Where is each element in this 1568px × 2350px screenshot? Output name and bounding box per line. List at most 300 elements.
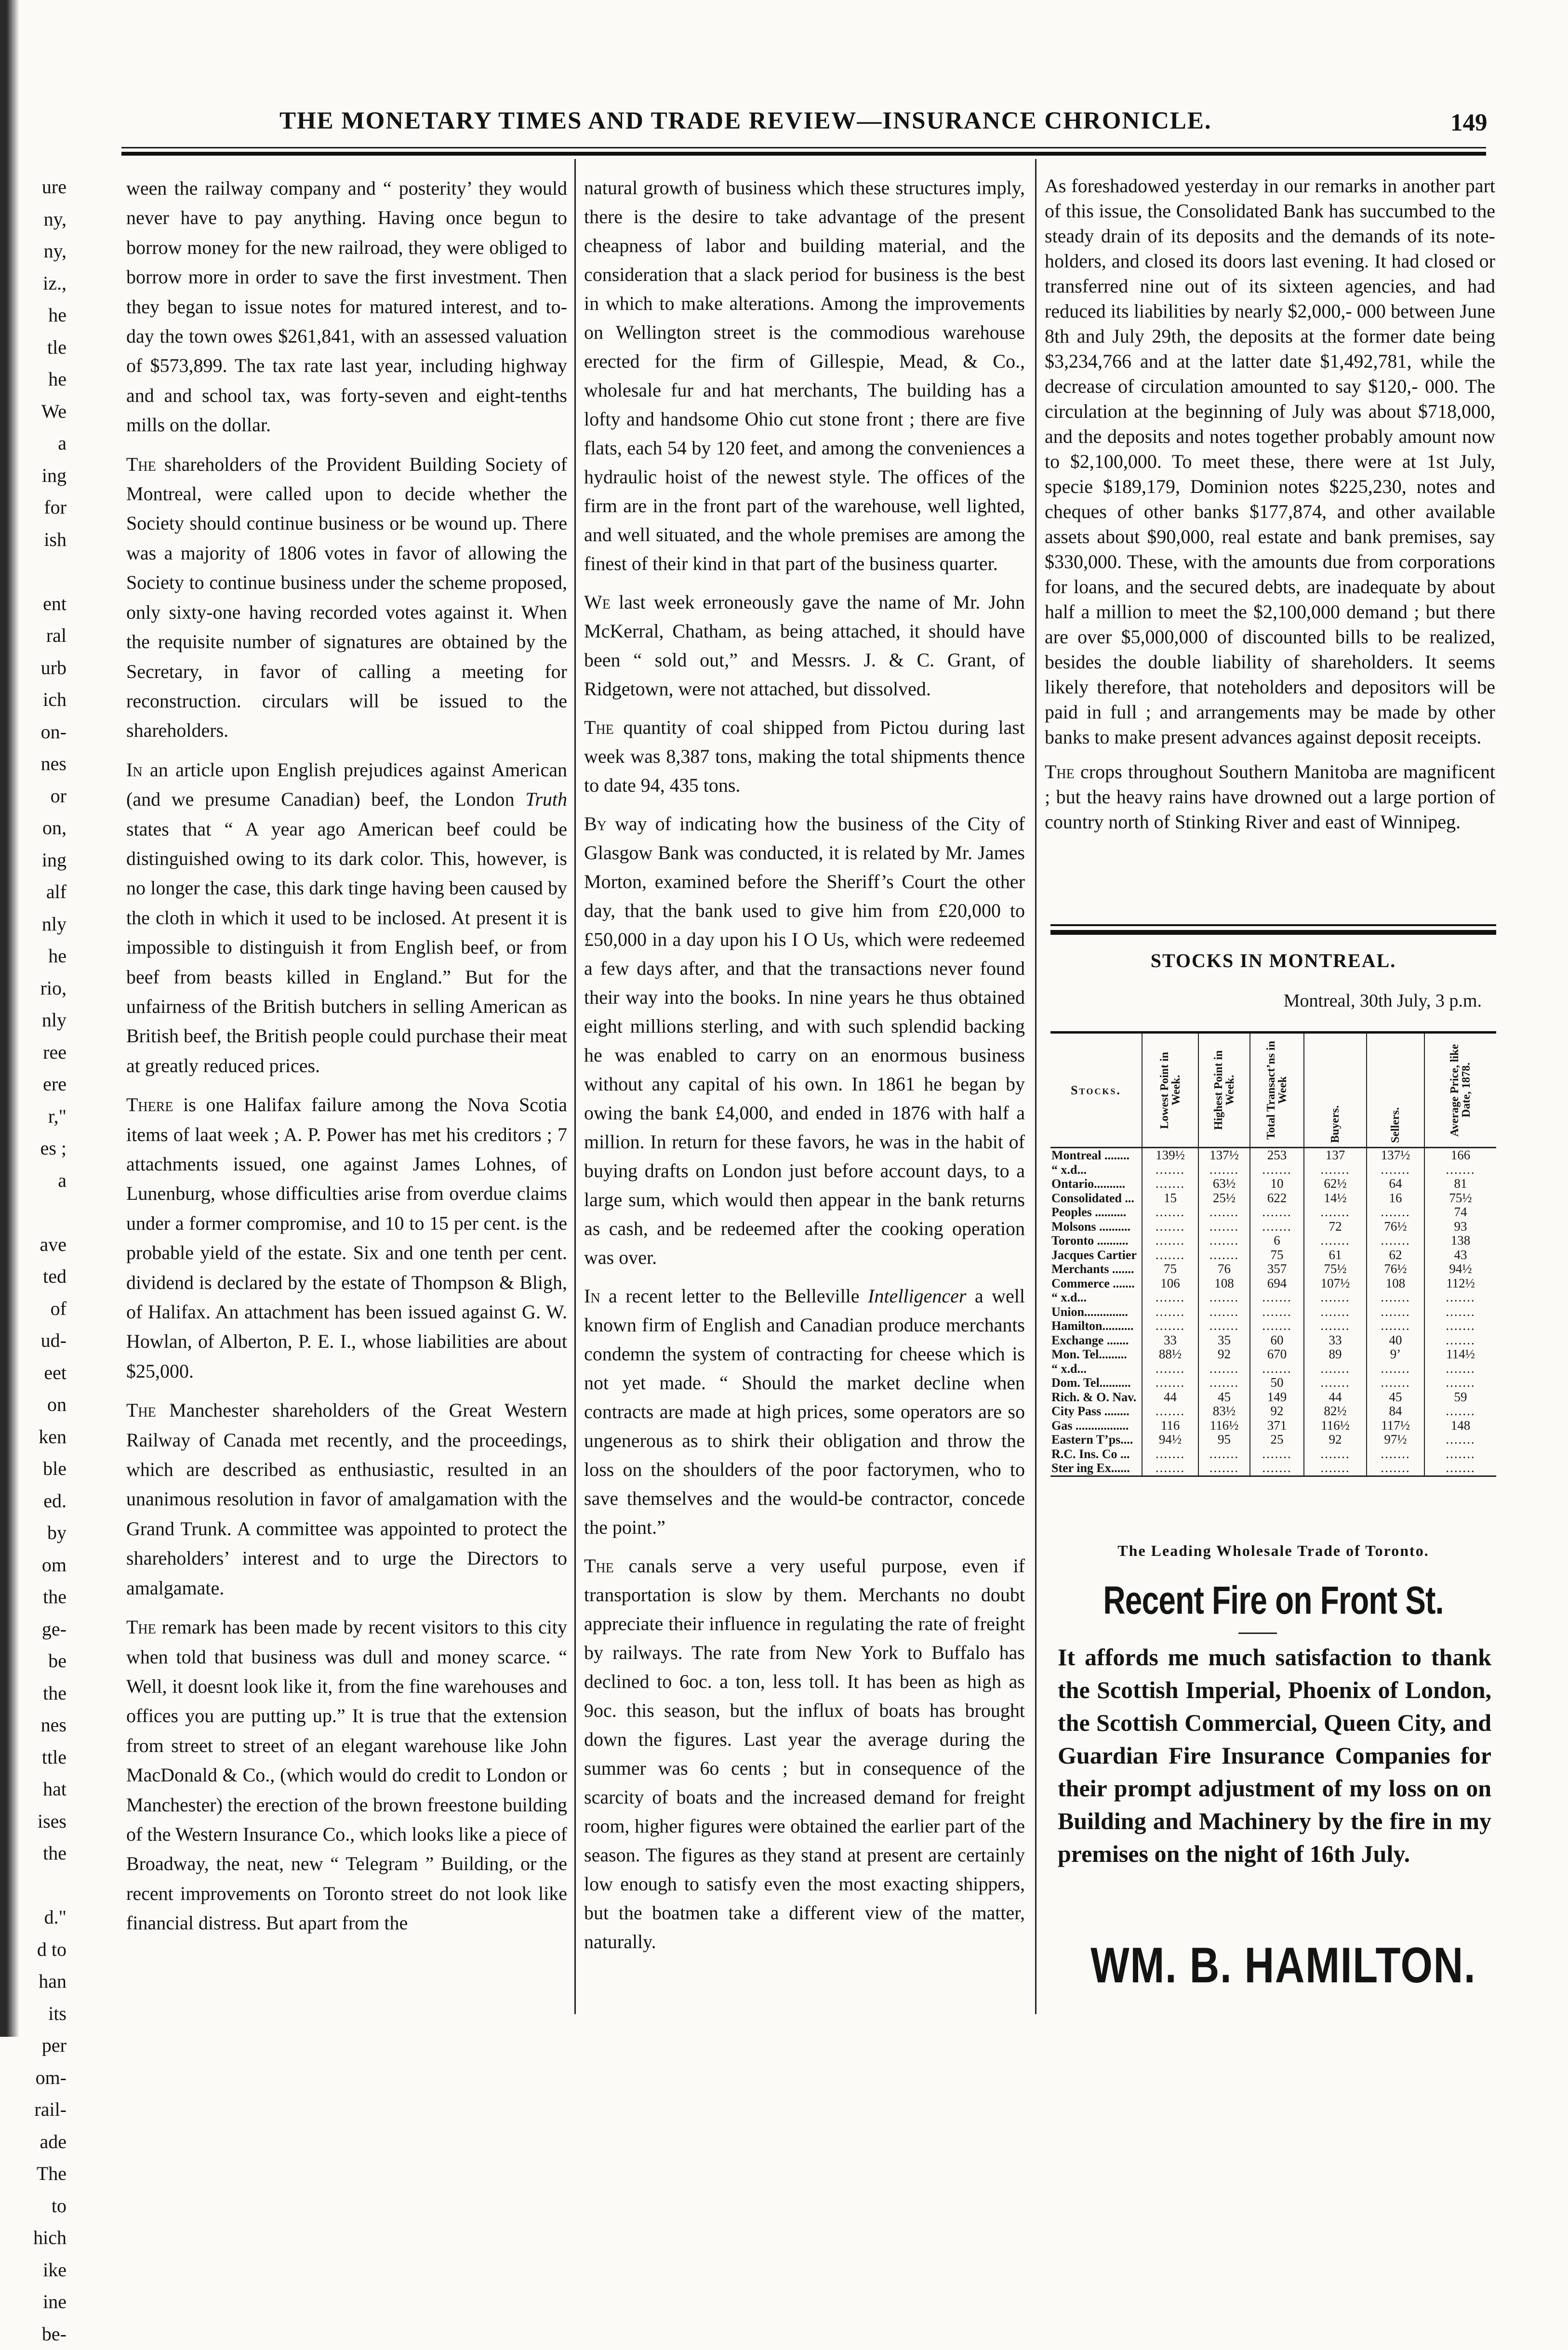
stocks-title: STOCKS IN MONTREAL.	[1050, 949, 1496, 972]
margin-fragment: nly	[22, 908, 66, 941]
article-correction	[584, 588, 1025, 704]
margin-fragment: ttle	[22, 1741, 66, 1774]
margin-fragment: rail-	[22, 2094, 66, 2126]
stocks-value-cell: .......	[1250, 1290, 1304, 1305]
article-text: an article upon English prejudices against American (and we presume Canadian) beef, the London	[126, 759, 567, 810]
stocks-value-cell: 44	[1142, 1390, 1198, 1405]
stocks-value-cell: 76½	[1367, 1262, 1424, 1276]
stocks-value-cell: .......	[1304, 1447, 1367, 1461]
stocks-value-cell: .......	[1250, 1163, 1304, 1177]
stocks-row	[1050, 1248, 1496, 1262]
stocks-value-cell: .......	[1198, 1220, 1250, 1234]
margin-fragment: ree	[22, 1036, 66, 1069]
stocks-value-cell: 76	[1198, 1262, 1250, 1276]
stocks-value-cell: 40	[1367, 1333, 1424, 1348]
stocks-row	[1050, 1305, 1496, 1319]
stocks-value-cell: 72	[1304, 1220, 1367, 1234]
stocks-name-cell: Ster ing Ex......	[1050, 1461, 1142, 1476]
stocks-value-cell: .......	[1250, 1305, 1304, 1319]
margin-fragment: be	[22, 1645, 66, 1677]
article-manitoba-crops	[1045, 759, 1495, 835]
stocks-value-cell: 62	[1367, 1248, 1424, 1262]
margin-fragment: be-	[22, 2318, 66, 2350]
advert-headline: Recent Fire on Front St.	[1100, 1578, 1448, 1623]
stocks-value-cell: 89	[1304, 1347, 1367, 1362]
margin-fragment: ny,	[22, 235, 66, 267]
margin-fragment: he	[22, 363, 66, 396]
stocks-value-cell: .......	[1142, 1447, 1198, 1461]
margin-fragment: ed.	[22, 1485, 66, 1517]
stocks-name-cell: “ x.d...	[1050, 1290, 1142, 1305]
margin-fragment: han	[22, 1965, 66, 1998]
margin-fragment: urb	[22, 652, 66, 684]
article-railway-debt: ween the railway company and “ posterity’ they would never have to pay anything. Having once begun to borrow money for the new railroad, they were obliged to borrow more in order to save the first investment. Then they began to issue notes for matured interest, and to-day the town owes $261,841, with an assessed valuation of $573,899. The tax rate last year, including highway and and school tax, was forty-seven and eight-tenths mills on the dollar.	[126, 173, 567, 440]
margin-fragment: iz.,	[22, 267, 66, 300]
stocks-value-cell: 97½	[1367, 1433, 1424, 1447]
stocks-value-cell: .......	[1304, 1461, 1367, 1476]
article-halifax-failure	[126, 1090, 567, 1386]
stocks-value-cell: .......	[1304, 1305, 1367, 1319]
article-canals	[584, 1552, 1025, 1956]
stocks-value-cell: 253	[1250, 1148, 1304, 1163]
lead-word: The	[1045, 761, 1075, 783]
stocks-value-cell: 116	[1142, 1419, 1198, 1433]
stocks-row	[1050, 1419, 1496, 1433]
stocks-value-cell: .......	[1424, 1433, 1496, 1447]
stocks-value-cell: 35	[1198, 1333, 1250, 1348]
page-number: 149	[1450, 109, 1488, 137]
stocks-value-cell: 357	[1250, 1262, 1304, 1276]
article-text: states that “ A year ago American beef could be distinguished owing to its dark color. This, however, is no longer the case, this dark tinge having been caused by the cloth in which it used to be inclosed. At present it is impossible to distinguish it from English beef, or from beef from beasts killed in England.” But for the unfairness of the British butchers in selling American as British beef, the British people could purchase their meat at greatly reduced prices.	[126, 818, 567, 1076]
stocks-name-cell: Toronto ..........	[1050, 1234, 1142, 1248]
stocks-value-cell: 63½	[1198, 1177, 1250, 1191]
stocks-value-cell: .......	[1304, 1319, 1367, 1333]
margin-fragment: on,	[22, 812, 66, 844]
stocks-value-cell: 137	[1304, 1148, 1367, 1163]
stocks-row	[1050, 1333, 1496, 1348]
stocks-value-cell: .......	[1304, 1163, 1367, 1177]
stocks-value-cell: .......	[1424, 1376, 1496, 1390]
stocks-value-cell: .......	[1250, 1319, 1304, 1333]
stocks-value-cell: .......	[1198, 1362, 1250, 1376]
stocks-value-cell: .......	[1142, 1376, 1198, 1390]
stocks-name-cell: Montreal ........	[1050, 1148, 1142, 1163]
column-rule-1	[574, 159, 576, 2014]
article-text: a recent letter to the Belleville	[600, 1285, 868, 1307]
stocks-value-cell: 81	[1424, 1177, 1496, 1191]
stocks-value-cell: 94½	[1424, 1262, 1496, 1276]
stocks-value-cell: 74	[1424, 1205, 1496, 1220]
article-text: is one Halifax failure among the Nova Scotia items of laat week ; A. P. Power has met his creditors ; 7 attachments issued, one against James Lohnes, of Lunenburg, whose difficulties arise from overdue claims under a former compromise, and 10 to 15 per cent. is the probable yield of the estate. Six and one tenth per cent. dividend is declared by the estate of Thompson & Bligh, of Halifax. An attachment has been issued against G. W. Howlan, of Alberton, P. E. I., whose liabilities are about $25,000.	[126, 1094, 567, 1382]
margin-fragment: ish	[22, 524, 66, 556]
margin-fragment: a	[22, 1165, 66, 1197]
stocks-column-header	[1250, 1033, 1304, 1148]
stocks-row	[1050, 1262, 1496, 1276]
stocks-value-cell: .......	[1367, 1205, 1424, 1220]
stocks-value-cell: 112½	[1424, 1276, 1496, 1291]
lead-word: The	[584, 1555, 614, 1577]
stocks-name-cell: Commerce .......	[1050, 1276, 1142, 1291]
stocks-value-cell: 92	[1198, 1347, 1250, 1362]
margin-fragment: or	[22, 780, 66, 812]
stocks-name-cell: Union..............	[1050, 1305, 1142, 1319]
margin-fragment: ral	[22, 620, 66, 652]
margin-fragment: om	[22, 1549, 66, 1581]
stocks-value-cell: .......	[1304, 1205, 1367, 1220]
stocks-value-cell: 59	[1424, 1390, 1496, 1405]
stocks-value-cell: .......	[1424, 1290, 1496, 1305]
stocks-column-header-label: Average Price, like Date, 1878.	[1449, 1037, 1472, 1143]
article-text: canals serve a very useful purpose, even if transportation is slow by them. Merchants no doubt appreciate their influence in regulating the rate of freight by railways. The rate from New York to Buffalo has declined to 6oc. a ton, less toll. It has been as high as 9oc. this season, but the influx of boats has brought down the figures. Last year the average during the summer was 6o cents ; but in consequence of the scarcity of boats and the increased demand for freight room, higher figures were obtained the earlier part of the season. The figures as they stand at present are certainly low enough to satisfy even the most exacting shippers, but the boatmen take a different view of the matter, naturally.	[584, 1555, 1025, 1952]
stocks-value-cell: .......	[1198, 1376, 1250, 1390]
margin-fragment: on	[22, 1389, 66, 1421]
margin-fragment: The	[22, 2158, 66, 2190]
stocks-value-cell: 44	[1304, 1390, 1367, 1405]
article-text: way of indicating how the business of the City of Glasgow Bank was conducted, it is related by Mr. James Morton, examined before the Sheriff’s Court the other day, that the bank used to give him from £20,000 to £50,000 in a day upon his I O Us, which were redeemed a few days after, and that the transactions never found their way into the books. In nine years he thus obtained eight millions sterling, and with such splendid backing he was enabled to carry on an enormous business without any capital of his own. In 1861 he began by owing the bank £4,000, and ended in 1876 with half a million. In return for these favors, he was in the habit of buying drafts on London just before account days, to a large sum, which would then appear in the bank returns as cash, and be redeemed after the cooking operation was over.	[584, 813, 1025, 1268]
stocks-body	[1050, 1148, 1496, 1476]
stocks-value-cell: 33	[1142, 1333, 1198, 1348]
stocks-value-cell: .......	[1142, 1461, 1198, 1476]
stocks-value-cell: .......	[1142, 1362, 1198, 1376]
column-1	[126, 173, 567, 2019]
article-great-western-railway	[126, 1395, 567, 1603]
stocks-row	[1050, 1404, 1496, 1419]
margin-fragment: ave	[22, 1229, 66, 1261]
stocks-value-cell: .......	[1250, 1362, 1304, 1376]
stocks-value-cell: .......	[1198, 1447, 1250, 1461]
stocks-value-cell: .......	[1367, 1163, 1424, 1177]
margin-fragment: ing	[22, 844, 66, 876]
margin-fragment: r,"	[22, 1101, 66, 1133]
article-pictou-coal	[584, 713, 1025, 800]
stocks-value-cell: 61	[1304, 1248, 1367, 1262]
article-text: a well known firm of English and Canadian produce merchants condemn the system of contracting for cheese which is not yet made. “ Should the market decline when contracts are made at high prices, some operators are so ungenerous as to shirk their obligation and throw the loss on the shoulders of the poor factorymen, who to save themselves and the would-be contractor, concede the point.”	[584, 1285, 1025, 1538]
margin-fragment: nes	[22, 1709, 66, 1741]
stocks-value-cell: 43	[1424, 1248, 1496, 1262]
column-3	[1045, 173, 1495, 920]
stocks-value-cell: .......	[1424, 1305, 1496, 1319]
stocks-value-cell: .......	[1304, 1362, 1367, 1376]
stocks-value-cell: 15	[1142, 1191, 1198, 1206]
stocks-value-cell: 106	[1142, 1276, 1198, 1291]
margin-fragment: on-	[22, 716, 66, 748]
stocks-row	[1050, 1390, 1496, 1405]
stocks-value-cell: 75½	[1424, 1191, 1496, 1206]
margin-fragment: by	[22, 1517, 66, 1549]
margin-fragment: he	[22, 299, 66, 332]
lead-word: The	[126, 453, 156, 475]
margin-fragment: nes	[22, 748, 66, 780]
article-wellington-street-warehouse: natural growth of business which these structures imply, there is the desire to take advantage of the present cheapness of labor and building material, and the consideration that a slack period for business is the best in which to make alterations. Among the improvements on Wellington street is the commodious warehouse erected for the firm of Gillespie, Mead, & Co., wholesale fur and hat merchants, The building has a lofty and handsome Ohio cut stone front ; there are five flats, each 54 by 120 feet, and among the conveniences a hydraulic hoist of the newest style. The offices of the firm are in the front part of the warehouse, well lighted, and well situated, and the whole premises are among the finest of their kind in that part of the business quarter.	[584, 173, 1025, 578]
stocks-value-cell: 76½	[1367, 1220, 1424, 1234]
margin-fragment: ken	[22, 1421, 66, 1453]
margin-fragment: the	[22, 1677, 66, 1710]
stocks-row	[1050, 1177, 1496, 1191]
stocks-row	[1050, 1433, 1496, 1447]
stocks-value-cell: 166	[1424, 1148, 1496, 1163]
section-rule-thick	[1050, 930, 1496, 935]
stocks-value-cell: .......	[1142, 1220, 1198, 1234]
stocks-value-cell: .......	[1198, 1305, 1250, 1319]
stocks-value-cell: .......	[1424, 1461, 1496, 1476]
margin-fragment: per	[22, 2030, 66, 2062]
section-rule-thin	[1050, 924, 1496, 926]
header-rule-thin	[121, 147, 1486, 148]
article-american-beef	[126, 755, 567, 1080]
stocks-value-cell: .......	[1424, 1333, 1496, 1348]
margin-fragment	[22, 1870, 66, 1902]
stocks-value-cell: 148	[1424, 1419, 1496, 1433]
stocks-value-cell: 116½	[1304, 1419, 1367, 1433]
stocks-value-cell: .......	[1142, 1290, 1198, 1305]
stocks-name-cell: Eastern T’ps....	[1050, 1433, 1142, 1447]
stocks-value-cell: .......	[1367, 1461, 1424, 1476]
stocks-value-cell: 64	[1367, 1177, 1424, 1191]
margin-fragment: hich	[22, 2222, 66, 2254]
stocks-name-cell: Dom. Tel..........	[1050, 1376, 1142, 1390]
margin-fragment: ted	[22, 1261, 66, 1293]
lead-word: In	[584, 1285, 600, 1307]
stocks-value-cell: .......	[1250, 1461, 1304, 1476]
lead-word: In	[126, 759, 143, 781]
publication-name: Truth	[525, 788, 567, 810]
stocks-name-cell: Consolidated ...	[1050, 1191, 1142, 1206]
margin-fragment: for	[22, 491, 66, 524]
stocks-value-cell: 138	[1424, 1234, 1496, 1248]
stocks-value-cell: 50	[1250, 1376, 1304, 1390]
stocks-value-cell: .......	[1142, 1163, 1198, 1177]
stocks-row	[1050, 1362, 1496, 1376]
margin-fragment	[22, 1196, 66, 1229]
stocks-value-cell: 82½	[1304, 1404, 1367, 1419]
margin-fragment: ble	[22, 1453, 66, 1485]
margin-fragment: nly	[22, 1004, 66, 1036]
margin-fragment: We	[22, 396, 66, 428]
stocks-value-cell: 9’	[1367, 1347, 1424, 1362]
lead-word: The	[584, 717, 614, 738]
stocks-value-cell: 694	[1250, 1276, 1304, 1291]
stocks-value-cell: 139½	[1142, 1148, 1198, 1163]
margin-fragment: ge-	[22, 1613, 66, 1646]
stocks-value-cell: .......	[1304, 1376, 1367, 1390]
margin-fragment: ere	[22, 1068, 66, 1101]
article-text: crops throughout Southern Manitoba are magnificent ; but the heavy rains have drowned out a large portion of country north of Stinking River and east of Winnipeg.	[1045, 761, 1495, 833]
stocks-value-cell: 622	[1250, 1191, 1304, 1206]
stocks-name-cell: Peoples ..........	[1050, 1205, 1142, 1220]
article-text: shareholders of the Provident Building Society of Montreal, were called upon to decide whether the Society should continue business or be wound up. There was a majority of 1806 votes in favor of allowing the Society to continue business under the scheme proposed, only sixty-one having recorded votes against it. When the requisite number of signatures are obtained by the Secretary, in favor of calling a meeting for reconstruction. circulars will be issued to the shareholders.	[126, 453, 567, 742]
stocks-row	[1050, 1276, 1496, 1291]
stocks-value-cell: .......	[1198, 1234, 1250, 1248]
stocks-row	[1050, 1447, 1496, 1461]
stocks-value-cell: .......	[1198, 1205, 1250, 1220]
stocks-value-cell: .......	[1198, 1461, 1250, 1476]
stocks-row	[1050, 1148, 1496, 1163]
stocks-value-cell: .......	[1424, 1404, 1496, 1419]
stocks-value-cell: .......	[1198, 1163, 1250, 1177]
margin-fragment: alf	[22, 876, 66, 908]
stocks-value-cell: .......	[1142, 1248, 1198, 1262]
stocks-value-cell: 95	[1198, 1433, 1250, 1447]
stocks-value-cell: .......	[1367, 1319, 1424, 1333]
margin-fragment: he	[22, 940, 66, 972]
stocks-value-cell: 116½	[1198, 1419, 1250, 1433]
stocks-value-cell: .......	[1198, 1248, 1250, 1262]
margin-fragment: ises	[22, 1806, 66, 1838]
stocks-column-header-label: Highest Point in Week.	[1213, 1037, 1236, 1143]
advert-signature: WM. B. HAMILTON.	[1090, 1937, 1456, 1994]
lead-word: There	[126, 1094, 173, 1115]
margin-fragment: om-	[22, 2062, 66, 2094]
margin-fragment: d to	[22, 1934, 66, 1966]
stocks-name-cell: Gas .................	[1050, 1419, 1142, 1433]
stocks-column-header	[1424, 1033, 1496, 1148]
stocks-value-cell: 137½	[1367, 1148, 1424, 1163]
stocks-row	[1050, 1376, 1496, 1390]
stocks-header-row	[1050, 1033, 1496, 1148]
stocks-row	[1050, 1220, 1496, 1234]
margin-fragment: tle	[22, 332, 66, 364]
stocks-value-cell: .......	[1424, 1319, 1496, 1333]
advert-divider	[1238, 1633, 1277, 1634]
stocks-value-cell: 108	[1367, 1276, 1424, 1291]
stocks-value-cell: 108	[1198, 1276, 1250, 1291]
margin-fragment: ich	[22, 684, 66, 716]
margin-fragment: to	[22, 2190, 66, 2222]
stocks-column-header	[1367, 1033, 1424, 1148]
advert-body: It affords me much satisfaction to thank the Scottish Imperial, Phoenix of London, the Scottish Commercial, Queen City, and Guardian Fire Insurance Companies for their prompt adjustment of my loss on on Building and Machinery by the fire in my premises on the night of 16th July.	[1058, 1641, 1491, 1870]
stocks-value-cell: 75	[1250, 1248, 1304, 1262]
article-text: Manchester shareholders of the Great Western Railway of Canada met recently, and the proceedings, which are described as enthusiastic, resulted in an unanimous resolution in favor of amalgamation with the Grand Trunk. A committee was appointed to protect the shareholders’ interest and to urge the Directors to amalgamate.	[126, 1399, 567, 1598]
stocks-value-cell: 117½	[1367, 1419, 1424, 1433]
article-text: last week erroneously gave the name of Mr. John McKerral, Chatham, as being attached, it should have been “ sold out,” and Messrs. J. & C. Grant, of Ridgetown, were not attached, but dissolved.	[584, 591, 1025, 700]
binding-edge-shadow	[0, 0, 19, 2037]
stocks-value-cell: .......	[1367, 1234, 1424, 1248]
stocks-name-cell: City Pass ........	[1050, 1404, 1142, 1419]
stocks-value-cell: 107½	[1304, 1276, 1367, 1291]
stocks-column-header-label: Buyers.	[1329, 1105, 1341, 1143]
stocks-value-cell: 75½	[1304, 1262, 1367, 1276]
article-toronto-warehouses	[126, 1612, 567, 1938]
stocks-column-header	[1198, 1033, 1250, 1148]
stocks-value-cell: 137½	[1198, 1148, 1250, 1163]
stocks-value-cell: .......	[1142, 1404, 1198, 1419]
lead-word: We	[584, 591, 611, 613]
stocks-value-cell: 92	[1304, 1433, 1367, 1447]
stocks-value-cell: .......	[1367, 1290, 1424, 1305]
margin-fragment: the	[22, 1581, 66, 1613]
margin-fragment: ike	[22, 2254, 66, 2286]
stocks-value-cell: 16	[1367, 1191, 1424, 1206]
running-head: THE MONETARY TIMES AND TRADE REVIEW—INSURANCE CHRONICLE.	[279, 107, 1212, 135]
stocks-row	[1050, 1163, 1496, 1177]
stocks-value-cell: .......	[1367, 1447, 1424, 1461]
stocks-name-cell: Mon. Tel.........	[1050, 1347, 1142, 1362]
article-text: remark has been made by recent visitors to this city when told that business was dull and money scarce. “ Well, it doesnt look like it, from the fine warehouses and offices you are putting up.” It is true that the extension from street to street of an elegant warehouse like John MacDonald & Co., (which would do credit to London or Manchester) the erection of the brown freestone building of the Western Insurance Co., which looks like a piece of Broadway, the neat, new “ Telegram ” Building, or the recent improvements on Toronto street do not look like financial distress. But apart from the	[126, 1616, 567, 1934]
stocks-row	[1050, 1319, 1496, 1333]
stocks-value-cell: 6	[1250, 1234, 1304, 1248]
stocks-value-cell: .......	[1304, 1290, 1367, 1305]
stocks-name-cell: Hamilton..........	[1050, 1319, 1142, 1333]
stocks-name-cell: Molsons ..........	[1050, 1220, 1142, 1234]
stocks-value-cell: .......	[1424, 1163, 1496, 1177]
stocks-name-cell: Merchants .......	[1050, 1262, 1142, 1276]
stocks-value-cell: .......	[1367, 1376, 1424, 1390]
stocks-row	[1050, 1205, 1496, 1220]
advert-tagline: The Leading Wholesale Trade of Toronto.	[1050, 1542, 1496, 1560]
stocks-value-cell: 670	[1250, 1347, 1304, 1362]
header-rule-thick	[121, 152, 1486, 156]
stocks-table	[1050, 1031, 1496, 1477]
stocks-value-cell: .......	[1198, 1290, 1250, 1305]
stocks-value-cell: .......	[1142, 1234, 1198, 1248]
article-city-of-glasgow-bank	[584, 810, 1025, 1272]
stocks-column-header-label: Lowest Point in Week.	[1159, 1037, 1182, 1143]
stocks-value-cell: 14½	[1304, 1191, 1367, 1206]
stocks-value-cell: .......	[1367, 1362, 1424, 1376]
stocks-column-header-label: Sellers.	[1390, 1107, 1401, 1143]
margin-fragment: a	[22, 427, 66, 460]
stocks-value-cell: 45	[1367, 1390, 1424, 1405]
stocks-value-cell: 45	[1198, 1390, 1250, 1405]
stocks-name-cell: Ontario..........	[1050, 1177, 1142, 1191]
margin-fragment: ent	[22, 588, 66, 620]
article-provident-building-society	[126, 450, 567, 745]
margin-fragment: ure	[22, 171, 66, 203]
stocks-row	[1050, 1191, 1496, 1206]
stocks-column-header-label: Total Transact’ns in Week	[1265, 1037, 1289, 1143]
stocks-column-header	[1304, 1033, 1367, 1148]
stocks-name-cell: Exchange .......	[1050, 1333, 1142, 1348]
stocks-value-cell: 60	[1250, 1333, 1304, 1348]
stocks-value-cell: 114½	[1424, 1347, 1496, 1362]
stocks-name-cell: “ x.d...	[1050, 1163, 1142, 1177]
stocks-column-header	[1142, 1033, 1198, 1148]
stocks-value-cell: .......	[1367, 1305, 1424, 1319]
margin-fragment	[22, 556, 66, 588]
stocks-value-cell: 92	[1250, 1404, 1304, 1419]
stocks-row	[1050, 1347, 1496, 1362]
stocks-name-cell: R.C. Ins. Co ...	[1050, 1447, 1142, 1461]
stocks-value-cell: 62½	[1304, 1177, 1367, 1191]
stocks-value-cell: 10	[1250, 1177, 1304, 1191]
margin-fragment: eet	[22, 1357, 66, 1389]
margin-fragment: ny,	[22, 203, 66, 236]
publication-name: Intelligencer	[868, 1285, 966, 1307]
margin-fragment: of	[22, 1293, 66, 1325]
stocks-value-cell: .......	[1250, 1447, 1304, 1461]
lead-word: The	[126, 1399, 156, 1421]
article-cheese-contracting	[584, 1282, 1025, 1542]
margin-fragment: d."	[22, 1901, 66, 1934]
margin-fragment: hat	[22, 1773, 66, 1806]
stocks-value-cell: 371	[1250, 1419, 1304, 1433]
stocks-value-cell: 33	[1304, 1333, 1367, 1348]
stocks-value-cell: .......	[1250, 1220, 1304, 1234]
stocks-value-cell: 84	[1367, 1404, 1424, 1419]
margin-fragment: its	[22, 1998, 66, 2030]
margin-fragment: es ;	[22, 1132, 66, 1165]
article-consolidated-bank: As foreshadowed yesterday in our remarks in another part of this issue, the Consolidated Bank has succumbed to the steady drain of its deposits and the demands of its note-holders, and closed its doors last evening. It had closed or transferred nine out of its sixteen agencies, and had reduced its liabilities by nearly $2,000,- 000 between June 8th and July 29th, the deposits at the former date being $3,234,766 and at the latter date $1,492,781, while the decrease of circulation amounted to say $120,- 000. The circulation at the beginning of July was about $718,000, and the deposits and notes together probably amount now to $2,100,000. To meet these, there were at 1st July, specie $189,179, Dominion notes $225,230, notes and cheques of other banks $177,874, and other available assets about $90,000, real estate and bank premises, say $330,000. These, with the amounts due from corporations for loans, and the secured debts, are inadequate by about half a million to meet the $2,100,000 demand ; but there are over $5,000,000 of discounted bills to be realized, besides the double liability of shareholders. It seems likely therefore, that noteholders and depositors will be paid in full ; and arrangements may be made by other banks to make present advances against deposit receipts.	[1045, 173, 1495, 750]
article-text: quantity of coal shipped from Pictou during last week was 8,387 tons, making the total shipments thence to date 94, 435 tons.	[584, 717, 1025, 796]
margin-fragment: ing	[22, 460, 66, 492]
stocks-row	[1050, 1461, 1496, 1476]
stocks-value-cell: 83½	[1198, 1404, 1250, 1419]
margin-fragment: the	[22, 1837, 66, 1870]
stocks-value-cell: .......	[1142, 1205, 1198, 1220]
stocks-value-cell: 25½	[1198, 1191, 1250, 1206]
column-2	[584, 173, 1025, 2019]
stocks-value-cell: .......	[1142, 1305, 1198, 1319]
